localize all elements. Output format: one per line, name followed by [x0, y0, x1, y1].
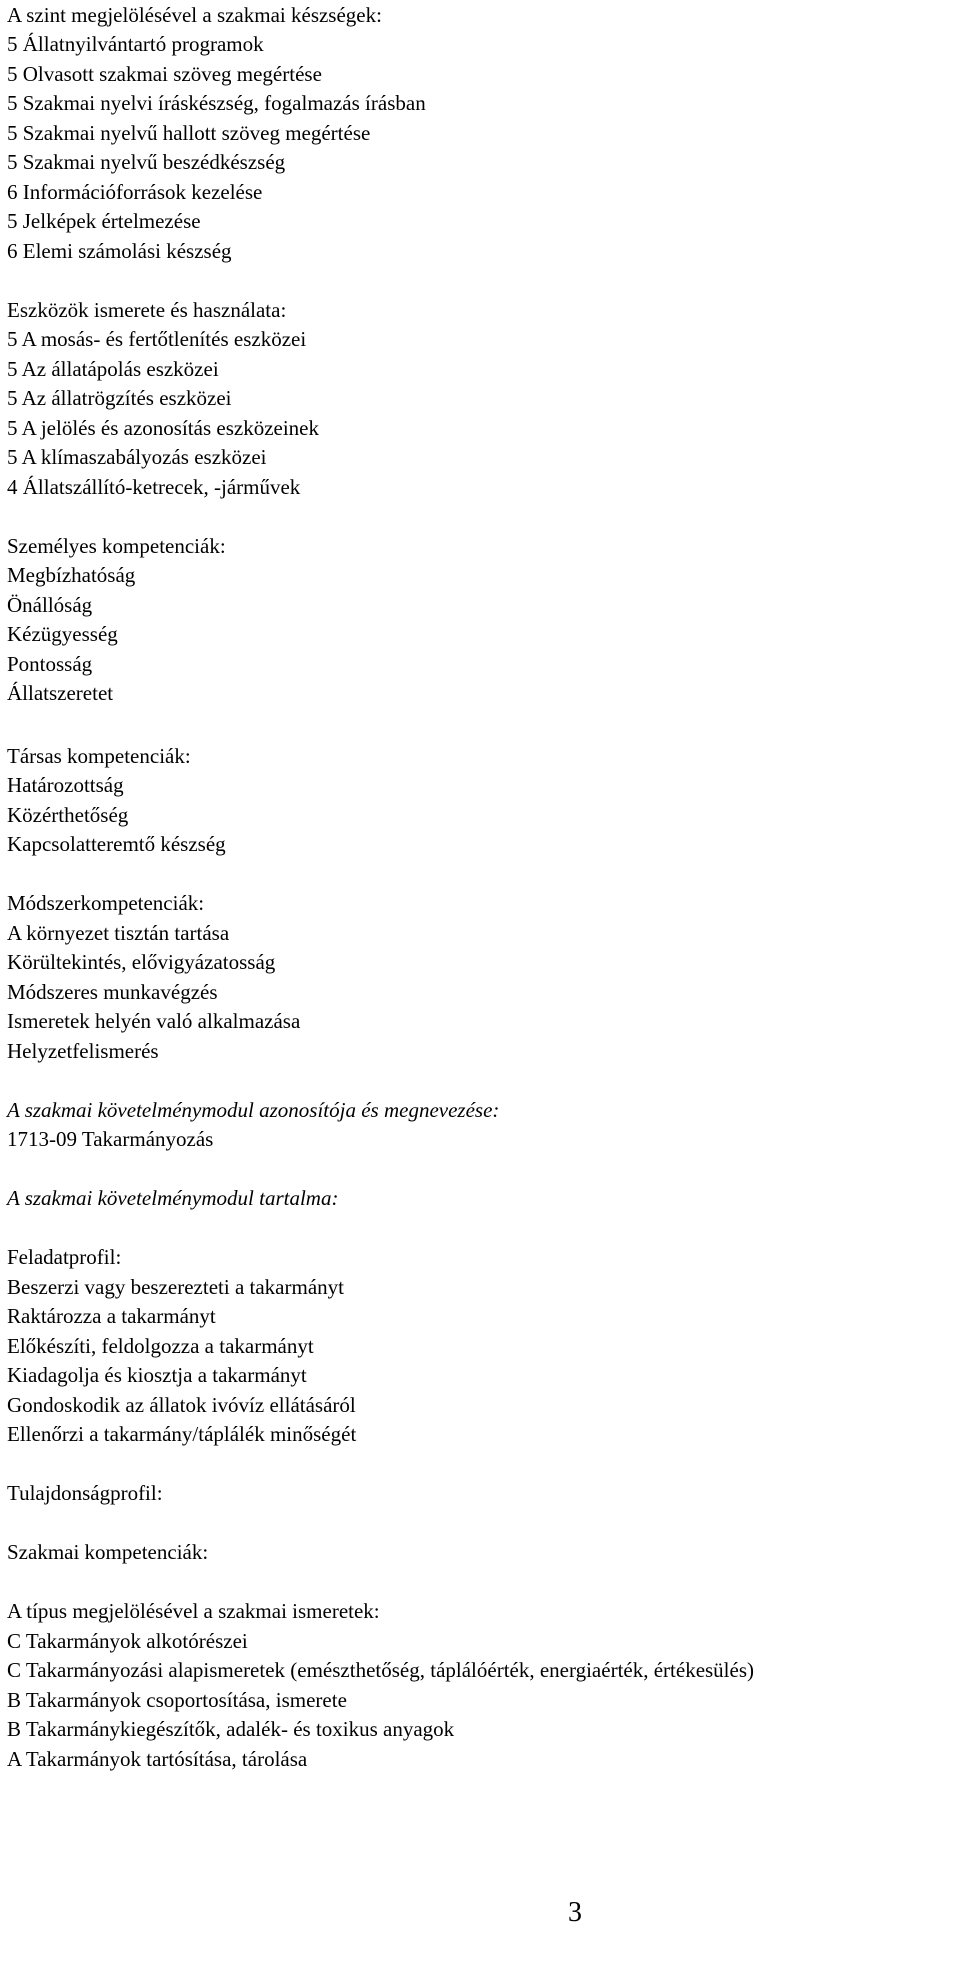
section-heading-professional: Szakmai kompetenciák:	[7, 1540, 209, 1564]
module-id: 1713-09 Takarmányozás	[7, 1127, 214, 1151]
list-item: Pontosság	[7, 652, 93, 676]
list-item: Beszerzi vagy beszerezteti a takarmányt	[7, 1275, 344, 1299]
list-item: 4 Állatszállító-ketrecek, -járművek	[7, 475, 301, 499]
list-item: 5 Állatnyilvántartó programok	[7, 32, 264, 56]
list-item: Közérthetőség	[7, 803, 129, 827]
list-item: 6 Információforrások kezelése	[7, 180, 263, 204]
list-item: 5 Az állatápolás eszközei	[7, 357, 219, 381]
section-heading-skills: A szint megjelölésével a szakmai készségek:	[7, 3, 382, 27]
module-id-heading: A szakmai követelménymodul azonosítója és megnevezése:	[7, 1098, 500, 1122]
section-heading-tasks: Feladatprofil:	[7, 1245, 122, 1269]
list-item: Állatszeretet	[7, 681, 114, 705]
list-item: C Takarmányozási alapismeretek (emészthetőség, táplálóérték, energiaérték, értékesülés)	[7, 1658, 755, 1682]
list-item: 5 Szakmai nyelvű beszédkészség	[7, 150, 286, 174]
list-item: Gondoskodik az állatok ivóvíz ellátásáról	[7, 1393, 356, 1417]
section-heading-social: Társas kompetenciák:	[7, 744, 191, 768]
list-item: B Takarmányok csoportosítása, ismerete	[7, 1688, 347, 1712]
list-item: 5 A mosás- és fertőtlenítés eszközei	[7, 327, 307, 351]
list-item: 5 Jelképek értelmezése	[7, 209, 201, 233]
module-content-heading: A szakmai követelménymodul tartalma:	[7, 1186, 339, 1210]
list-item: Önállóság	[7, 593, 93, 617]
page-number: 3	[568, 1897, 582, 1928]
list-item: A Takarmányok tartósítása, tárolása	[7, 1747, 308, 1771]
list-item: 5 Az állatrögzítés eszközei	[7, 386, 232, 410]
list-item: Megbízhatóság	[7, 563, 136, 587]
section-heading-knowledge: A típus megjelölésével a szakmai ismeretek:	[7, 1599, 380, 1623]
list-item: B Takarmánykiegészítők, adalék- és toxikus anyagok	[7, 1717, 455, 1741]
section-heading-method: Módszerkompetenciák:	[7, 891, 205, 915]
list-item: 5 Szakmai nyelvi íráskészség, fogalmazás írásban	[7, 91, 426, 115]
list-item: A környezet tisztán tartása	[7, 921, 230, 945]
section-heading-personal: Személyes kompetenciák:	[7, 534, 226, 558]
list-item: Előkészíti, feldolgozza a takarmányt	[7, 1334, 314, 1358]
list-item: Ismeretek helyén való alkalmazása	[7, 1009, 301, 1033]
list-item: Kapcsolatteremtő készség	[7, 832, 226, 856]
list-item: C Takarmányok alkotórészei	[7, 1629, 248, 1653]
list-item: 5 Olvasott szakmai szöveg megértése	[7, 62, 322, 86]
list-item: 5 Szakmai nyelvű hallott szöveg megértése	[7, 121, 371, 145]
list-item: 5 A jelölés és azonosítás eszközeinek	[7, 416, 319, 440]
list-item: Raktározza a takarmányt	[7, 1304, 216, 1328]
section-heading-properties: Tulajdonságprofil:	[7, 1481, 163, 1505]
list-item: Kézügyesség	[7, 622, 118, 646]
list-item: Ellenőrzi a takarmány/táplálék minőségét	[7, 1422, 357, 1446]
list-item: Helyzetfelismerés	[7, 1039, 159, 1063]
list-item: Módszeres munkavégzés	[7, 980, 218, 1004]
section-heading-tools: Eszközök ismerete és használata:	[7, 298, 287, 322]
list-item: 6 Elemi számolási készség	[7, 239, 232, 263]
list-item: 5 A klímaszabályozás eszközei	[7, 445, 267, 469]
list-item: Határozottság	[7, 773, 124, 797]
list-item: Körültekintés, elővigyázatosság	[7, 950, 276, 974]
list-item: Kiadagolja és kiosztja a takarmányt	[7, 1363, 307, 1387]
